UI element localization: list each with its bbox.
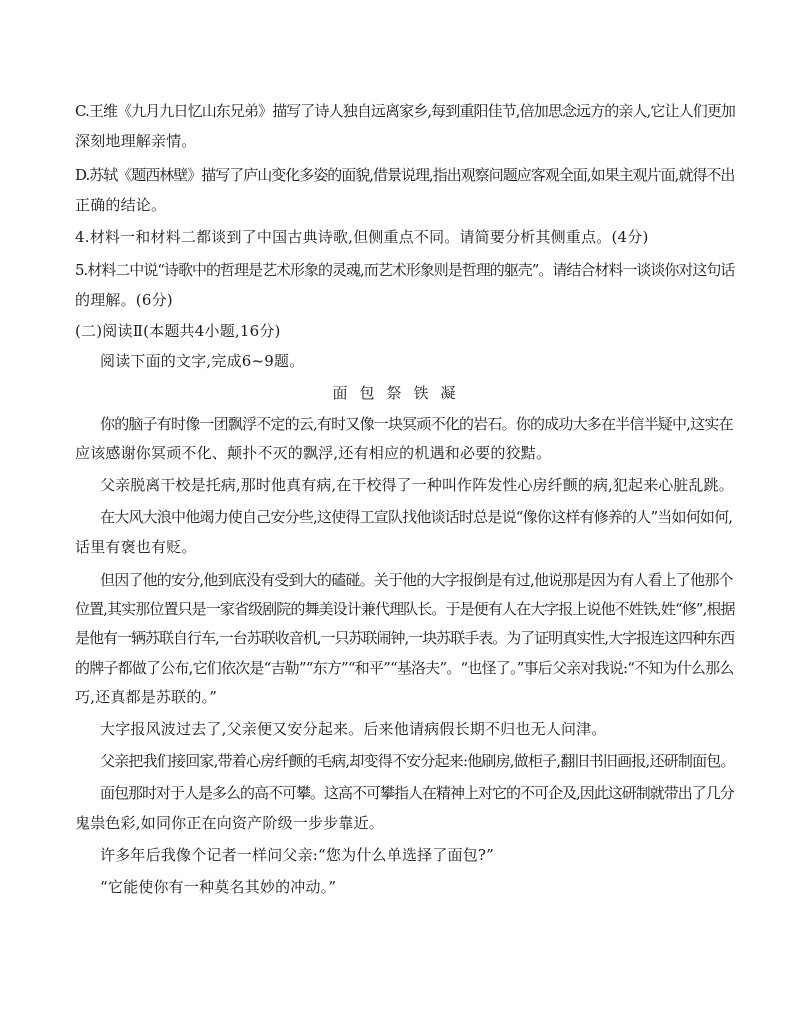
paragraph-5: 大字报风波过去了,父亲便又安分起来。后来他请病假长期不归也无人问津。 xyxy=(100,720,607,738)
paragraph-2: 父亲脱离干校是托病,那时他真有病,在干校得了一种叫作阵发性心房纤颤的病,犯起来心脏乱跳。 xyxy=(100,476,734,494)
option-c-line-2: 深刻地理解亲情。 xyxy=(75,132,197,150)
section-header: (二)阅读Ⅱ(本题共4小题,16分) xyxy=(75,322,281,340)
paragraph-8: 许多年后我像个记者一样问父亲:“您为什么单选择了面包?” xyxy=(100,846,495,864)
paragraph-4-line-2: 位置,其实那位置只是一家省级剧院的舞美设计兼代理队长。于是便有人在大字报上说他不姓铁,姓“修”,根据 xyxy=(75,600,735,618)
option-c-line-1: C.王维《九月九日忆山东兄弟》描写了诗人独自远离家乡,每到重阳佳节,倍加思念远方的亲人,它让人们更加 xyxy=(75,102,736,120)
section-instruction: 阅读下面的文字,完成6~9题。 xyxy=(100,352,305,370)
paragraph-4-line-4: 的牌子都做了公布,它们依次是“吉勒”“东方”“和平”“基洛夫”。“也怪了。”事后父亲对我说:“不知为什么那么 xyxy=(75,659,734,677)
question-5-line-1: 5.材料二中说“诗歌中的哲理是艺术形象的灵魂,而艺术形象则是哲理的躯壳”。请结合材料一谈谈你对这句话 xyxy=(75,261,735,279)
paragraph-9: “它能使你有一种莫名其妙的冲动。” xyxy=(100,878,337,896)
paragraph-3-line-1: 在大风大浪中他竭力使自己安分些,这使得工宣队找他谈话时总是说“像你这样有修养的人”当如何如何, xyxy=(100,508,733,526)
paragraph-6: 父亲把我们接回家,带着心房纤颤的毛病,却变得不安分起来:他刷房,做柜子,翻旧书旧画报,还研制面包。 xyxy=(100,752,735,770)
option-d-line-2: 正确的结论。 xyxy=(75,196,167,214)
passage-title: 面包祭铁凝 xyxy=(332,384,468,402)
paragraph-7-line-1: 面包那时对于人是多么的高不可攀。这高不可攀指人在精神上对它的不可企及,因此这研制就带出了几分 xyxy=(100,784,734,802)
paragraph-1-line-2: 应该感谢你冥顽不化、颠扑不灭的飘浮,还有相应的机遇和必要的狡黠。 xyxy=(75,444,552,462)
paragraph-3-line-2: 话里有褒也有贬。 xyxy=(75,538,197,556)
paragraph-4-line-5: 巧,还真都是苏联的。” xyxy=(75,688,218,706)
paragraph-1-line-1: 你的脑子有时像一团飘浮不定的云,有时又像一块冥顽不化的岩石。你的成功大多在半信半疑中,这实在 xyxy=(100,415,733,433)
question-4: 4.材料一和材料二都谈到了中国古典诗歌,但侧重点不同。请简要分析其侧重点。(4分) xyxy=(75,228,649,246)
paragraph-4-line-3: 是他有一辆苏联自行车,一台苏联收音机,一只苏联闹钟,一块苏联手表。为了证明真实性,大字报连这四种东西 xyxy=(75,629,735,647)
option-d-line-1: D.苏轼《题西林壁》描写了庐山变化多姿的面貌,借景说理,指出观察问题应客观全面,如果主观片面,就得不出 xyxy=(75,166,735,184)
question-5-line-2: 的理解。(6分) xyxy=(75,291,173,309)
paragraph-4-line-1: 但因了他的安分,他到底没有受到大的磕碰。关于他的大字报倒是有过,他说那是因为有人看上了他那个 xyxy=(100,571,733,589)
paragraph-7-line-2: 鬼祟色彩,如同你正在向资产阶级一步步靠近。 xyxy=(75,814,384,832)
